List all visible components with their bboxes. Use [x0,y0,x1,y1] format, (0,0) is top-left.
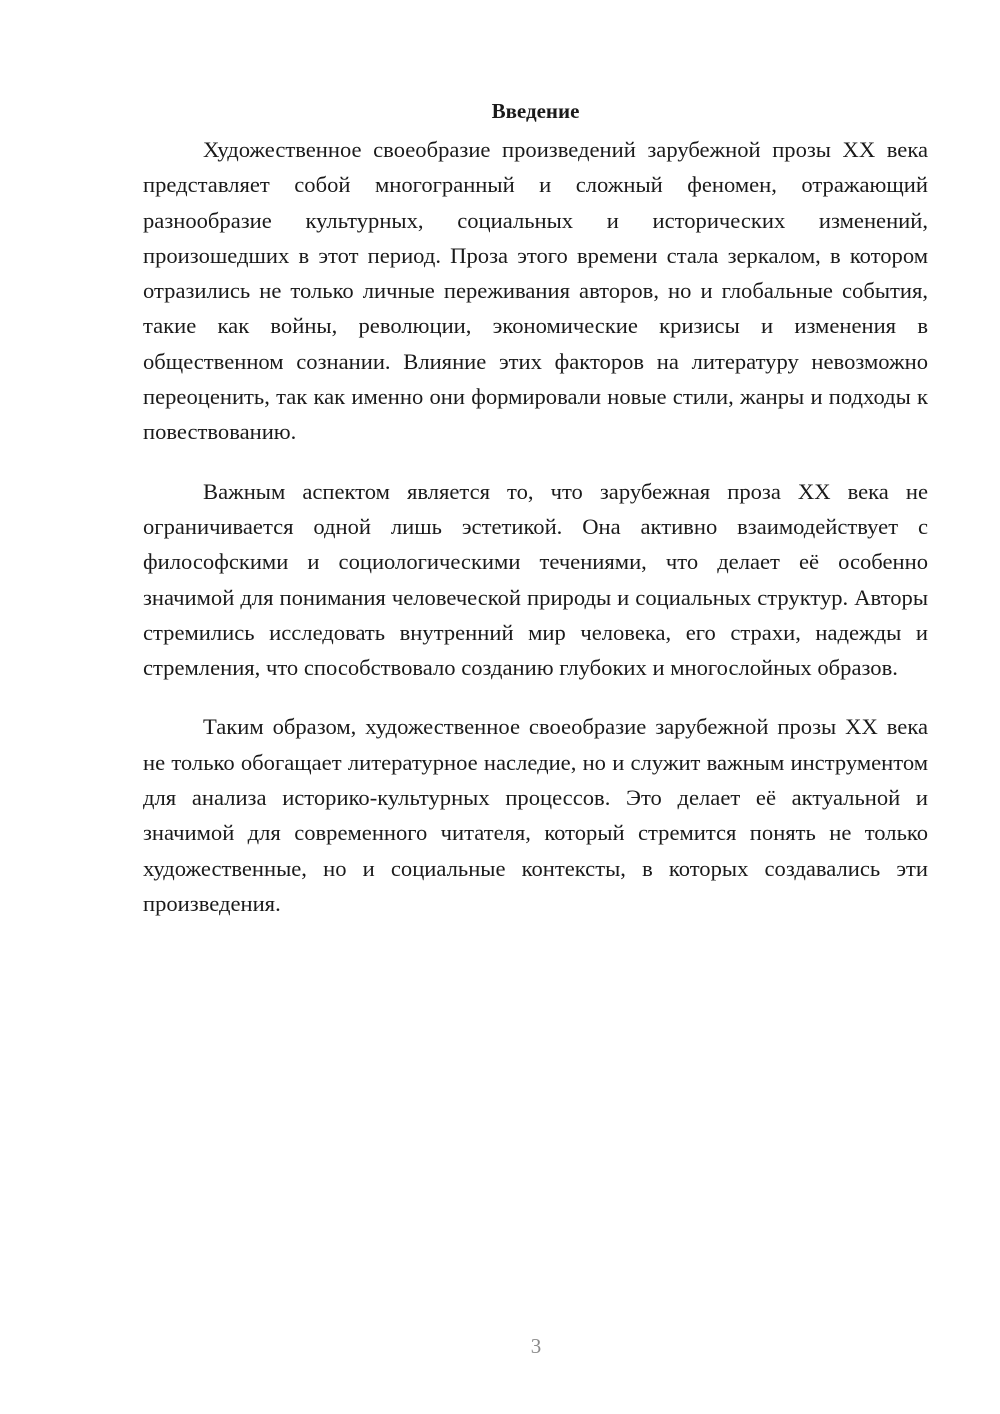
paragraph-2: Важным аспектом является то, что зарубежная проза XX века не ограничивается одной лишь эстетикой. Она активно взаимодействует с философскими и социологическими течениями, что делает её особенно значимой для понимания человеческой природы и социальных структур. Авторы стремились исследовать внутренний мир человека, его страхи, надежды и стремления, что способствовало созданию глубоких и многослойных образов. [143,478,928,681]
section-title: Введение [491,99,580,123]
paragraph-3: Таким образом, художественное своеобразие зарубежной прозы XX века не только обогащает литературное наследие, но и служит важным инструментом для анализа историко-культурных процессов. Это делает её актуальной и значимой для современного читателя, который стремится понять не только художественные, но и социальные контексты, в которых создавались эти произведения. [143,714,928,916]
paragraph-1: Художественное своеобразие произведений зарубежной прозы XX века представляет собой многогранный и сложный феномен, отражающий разнообразие культурных, социальных и исторических изменений, произошедших в этот период. Проза этого времени стала зеркалом, в котором отразились не только личные переживания авторов, но и глобальные события, такие как войны, революции, экономические кризисы и изменения в общественном сознании. Влияние этих факторов на литературу невозможно переоценить, так как именно они формировали новые стили, жанры и подходы к повествованию. [143,137,928,445]
page-content [143,96,928,945]
page-number: 3 [530,1334,542,1358]
